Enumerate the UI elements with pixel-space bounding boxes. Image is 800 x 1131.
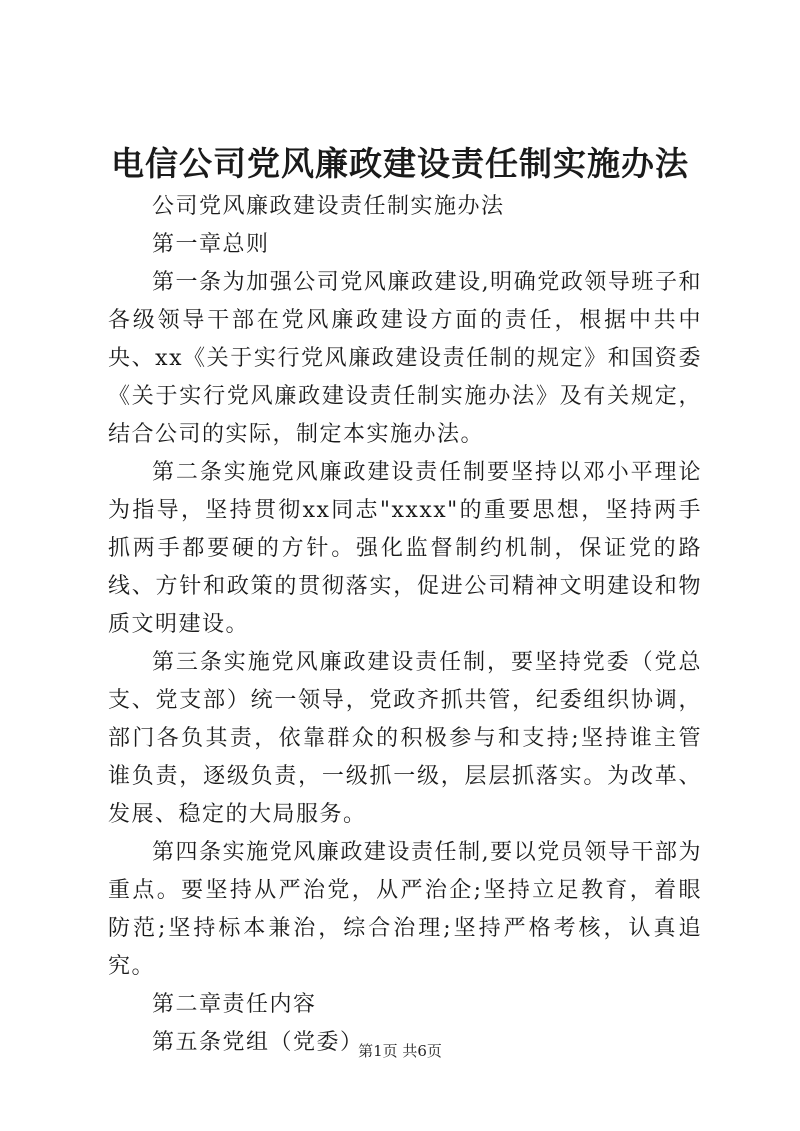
document-title: 电信公司党风廉政建设责任制实施办法 xyxy=(111,144,689,183)
article-paragraph: 第五条党组（党委） xyxy=(152,1030,364,1055)
article-paragraph: 第三条实施党风廉政建设责任制，要坚持党委（党总支、党支部）统一领导，党政齐抓共管，纪委组织协调，部门各负其责，依靠群众的积极参与和支持;坚持谁主管谁负责，逐级负责，一级抓一级，层层抓落实。为改革、发展、稳定的大局服务。 xyxy=(108,650,702,827)
article-paragraph: 第二条实施党风廉政建设责任制要坚持以邓小平理论为指导，坚持贯彻xx同志"xxxx"的重要思想，坚持两手抓两手都要硬的方针。强化监督制约机制，保证党的路线、方针和政策的贯彻落实，促进公司精神文明建设和物质文明建设。 xyxy=(108,460,702,637)
chapter-heading: 第二章责任内容 xyxy=(152,992,317,1017)
document-body xyxy=(108,188,702,1062)
subtitle-paragraph: 公司党风廉政建设责任制实施办法 xyxy=(152,194,505,219)
article-paragraph: 第四条实施党风廉政建设责任制,要以党员领导干部为重点。要坚持从严治党，从严治企;坚持立足教育，着眼防范;坚持标本兼治，综合治理;坚持严格考核，认真追究。 xyxy=(108,840,702,979)
page-footer: 第1页 共6页 xyxy=(358,1042,442,1060)
chapter-heading: 第一章总则 xyxy=(152,232,270,257)
article-paragraph: 第一条为加强公司党风廉政建设,明确党政领导班子和各级领导干部在党风廉政建设方面的责任，根据中共中央、xx《关于实行党风廉政建设责任制的规定》和国资委《关于实行党风廉政建设责任制实施办法》及有关规定，结合公司的实际，制定本实施办法。 xyxy=(108,270,702,447)
